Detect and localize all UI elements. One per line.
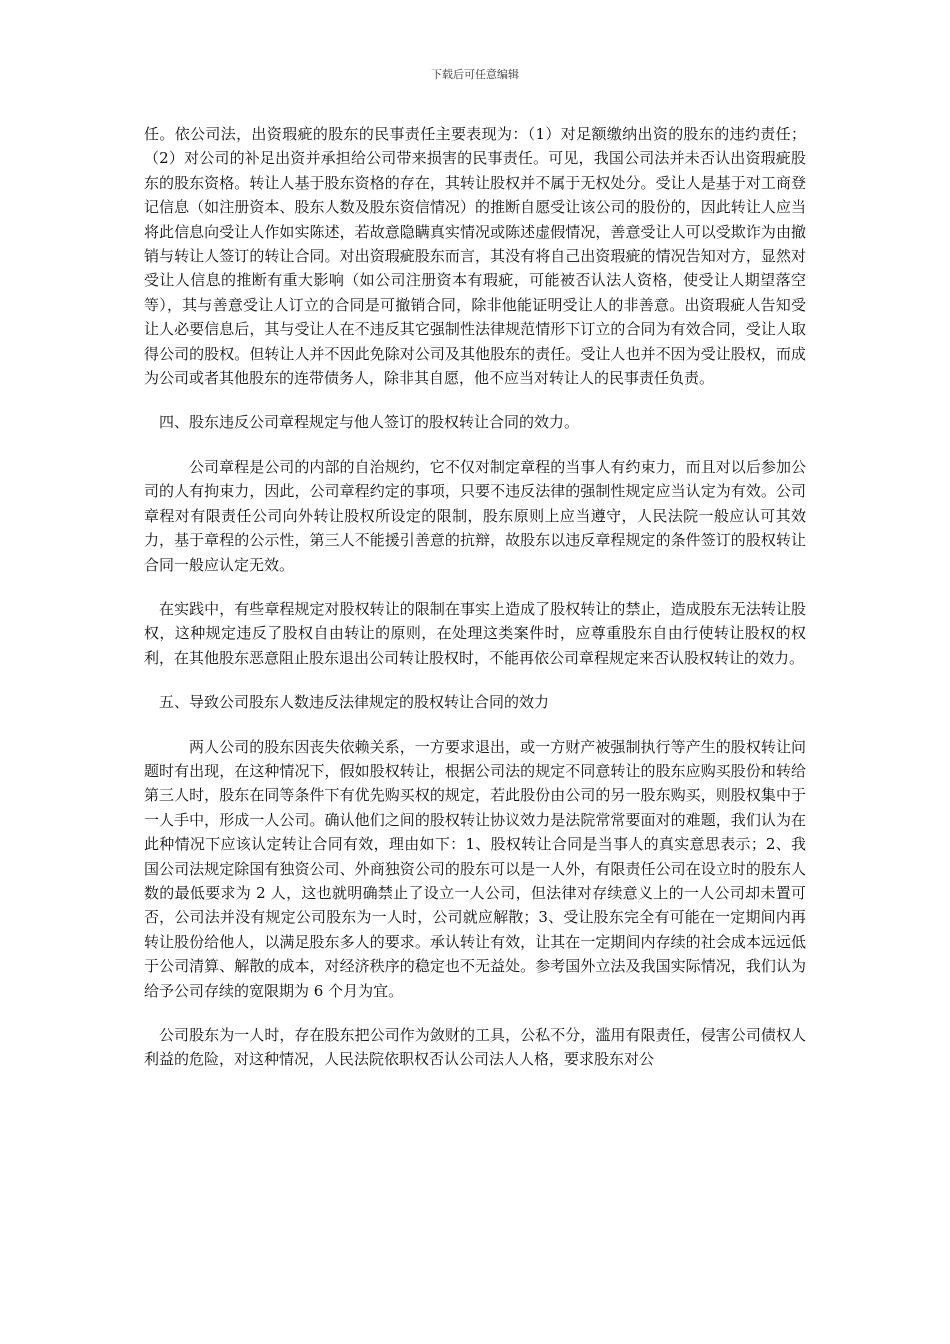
paragraph-5: 公司股东为一人时，存在股东把公司作为敛财的工具，公私不分，滥用有限责任，侵害公司债权人利益的危险，对这种情况，人民法院依职权否认公司法人人格，要求股东对公 (144, 1026, 806, 1069)
paragraph-4: 两人公司的股东因丧失依赖关系，一方要求退出，或一方财产被强制执行等产生的股权转让问题时有出现，在这种情况下，假如股权转让，根据公司法的规定不同意转让的股东应购买股份和转给第三人时，股东在同等条件下有优先购买权的规定，若此股份由公司的另一股东购买，则股权集中于一人手中，形成一人公司。确认他们之间的股权转让协议效力是法院常常要面对的难题，我们认为在此种情况下应该认定转让合同有效，理由如下：1、股权转让合同是当事人的真实意思表示；2、我国公司法规定除国有独资公司、外商独资公司的股东可以是一人外，有限责任公司在设立时的股东人数的最低要求为 2 人，这也就明确禁止了设立一人公司，但法律对存续意义上的一人公司却未置可否，公司法并没有规定公司股东为一人时，公司就应解散；3、受让股东完全有可能在一定期间内再转让股份给他人，以满足股东多人的要求。承认转让有效，让其在一定期间内存续的社会成本远远低于公司清算、解散的成本，对经济秩序的稳定也不无益处。参考国外立法及我国实际情况，我们认为给予公司存续的宽限期为 6 个月为宜。 (144, 737, 806, 1000)
section-heading-5: 五、导致公司股东人数违反法律规定的股权转让合同的效力 (159, 693, 550, 712)
paragraph-3: 在实践中，有些章程规定对股权转让的限制在事实上造成了股权转让的禁止，造成股东无法转让股权，这种规定违反了股权自由转让的原则，在处理这类案件时，应尊重股东自由行使转让股权的权利，在其他股东恶意阻止股东退出公司转让股权时，不能再依公司章程规定来否认股权转让的效力。 (144, 599, 806, 667)
paragraph-2: 公司章程是公司的内部的自治规约，它不仅对制定章程的当事人有约束力，而且对以后参加公司的人有拘束力，因此，公司章程约定的事项，只要不违反法律的强制性规定应当认定为有效。公司章程对有限责任公司向外转让股权所设定的限制，股东原则上应当遵守，人民法院一般应认可其效力，基于章程的公示性，第三人不能援引善意的抗辩，故股东以违反章程规定的条件签订的股权转让合同一般应认定无效。 (144, 457, 806, 574)
section-heading-4: 四、股东违反公司章程规定与他人签订的股权转让合同的效力。 (159, 413, 580, 432)
document-body (144, 122, 806, 1072)
paragraph-1: 任。依公司法，出资瑕疵的股东的民事责任主要表现为：（1）对足额缴纳出资的股东的违约责任；（2）对公司的补足出资并承担给公司带来损害的民事责任。可见，我国公司法并未否认出资瑕疵股东的股东资格。转让人基于股东资格的存在，其转让股权并不属于无权处分。受让人是基于对工商登记信息（如注册资本、股东人数及股东资信情况）的推断自愿受让该公司的股份的，因此转让人应当将此信息向受让人作如实陈述，若故意隐瞒真实情况或陈述虚假情况，善意受让人可以受欺诈为由撤销与转让人签订的转让合同。对出资瑕疵股东而言，其没有将自己出资瑕疵的情况告知对方，显然对受让人信息的推断有重大影响（如公司注册资本有瑕疵，可能被否认法人资格，使受让人期望落空等），其与善意受让人订立的合同是可撤销合同，除非他能证明受让人的非善意。出资瑕疵人告知受让人必要信息后，其与受让人在不违反其它强制性法律规范情形下订立的合同为有效合同，受让人取得公司的股权。但转让人并不因此免除对公司及其他股东的责任。受让人也并不因为受让股权，而成为公司或者其他股东的连带债务人，除非其自愿，他不应当对转让人的民事责任负责。 (144, 125, 806, 388)
page-header: 下载后可任意编辑 (431, 68, 519, 81)
